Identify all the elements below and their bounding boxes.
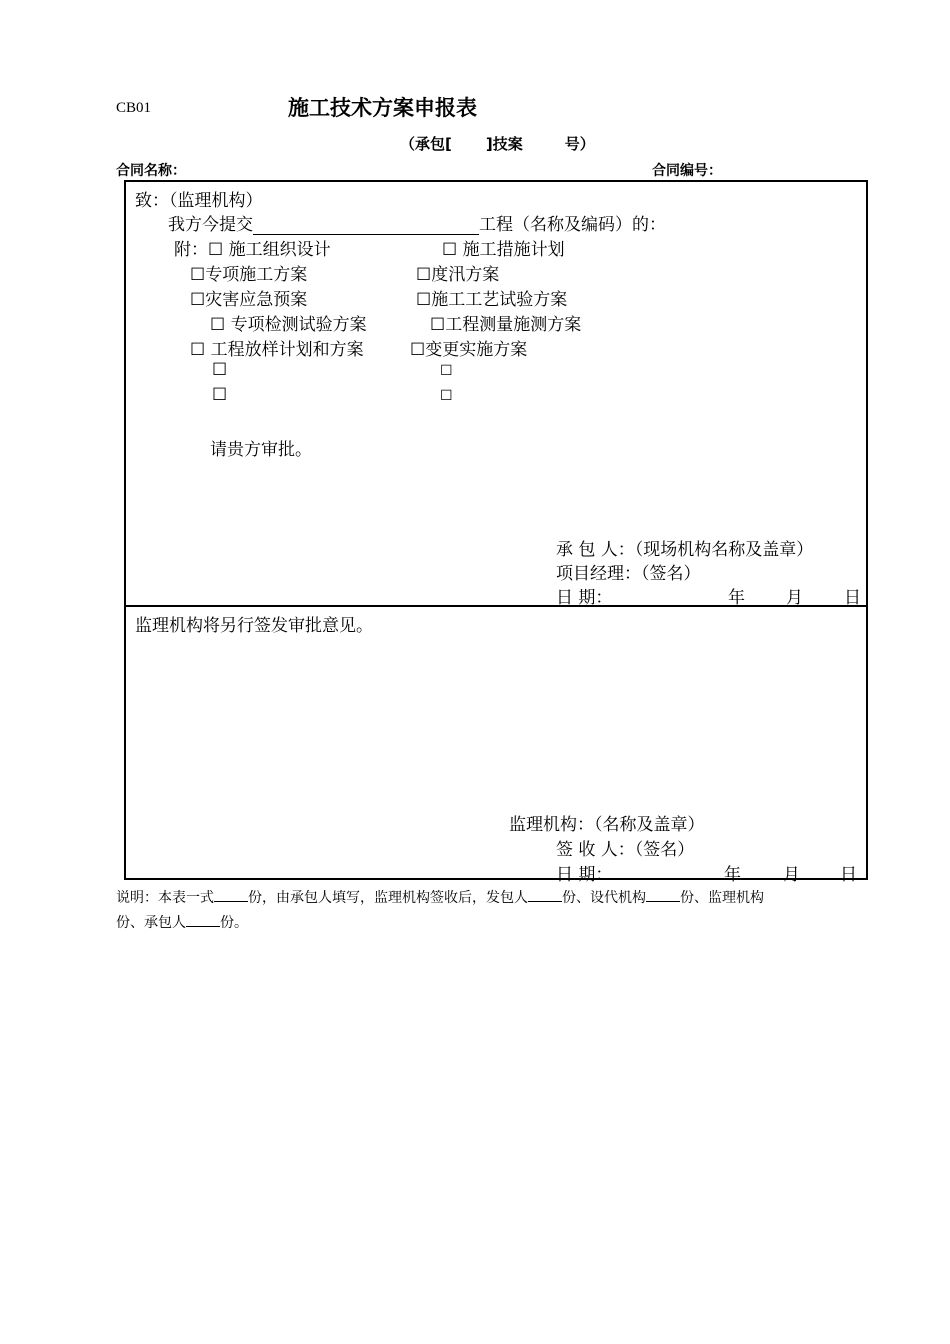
checkbox-flood-plan[interactable]: ☐	[416, 265, 432, 285]
attach-row-5b	[410, 335, 527, 360]
attach-row-3	[190, 285, 307, 310]
attach-row-2b	[416, 260, 499, 285]
option-process-test-plan: 施工工艺试验方案	[431, 290, 568, 310]
copies-blank	[646, 887, 680, 902]
upper-date-year: 年	[728, 588, 745, 608]
checkbox-process-test-plan[interactable]: ☐	[416, 290, 432, 310]
note-part-6: 份。	[220, 915, 248, 931]
footnote-line-2	[116, 912, 248, 932]
attach-row-2	[190, 260, 307, 285]
option-survey-plan: 工程测量施测方案	[445, 315, 582, 335]
contract-name-label: 合同名称：	[116, 163, 186, 179]
checkbox-organization-design[interactable]: ☐	[208, 240, 224, 260]
upper-date-day: 日	[844, 588, 861, 608]
page-title: 施工技术方案申报表	[288, 96, 477, 120]
checkbox-blank-4[interactable]: ☐	[440, 388, 453, 404]
supervision-org-label: 监理机构：（名称及盖章）	[509, 815, 705, 835]
review-opinion: 监理机构将另行签发审批意见。	[135, 616, 373, 636]
checkbox-emergency-plan[interactable]: ☐	[190, 290, 206, 310]
option-change-plan: 变更实施方案	[425, 340, 528, 360]
checkbox-layout-plan[interactable]: ☐	[190, 340, 206, 360]
footnote-line-1	[116, 887, 764, 907]
form-number	[400, 133, 595, 154]
checkbox-blank-2[interactable]: ☐	[440, 363, 453, 379]
form-frame	[124, 180, 868, 885]
attach-row-4b	[430, 310, 581, 335]
contractor-label: 承 包 人：（现场机构名称及盖章）	[556, 540, 814, 560]
project-name-blank[interactable]	[253, 216, 479, 235]
lower-date-day: 日	[840, 865, 857, 885]
lower-date-year: 年	[724, 865, 741, 885]
attach-row-1	[174, 235, 331, 260]
note-part-3: 份、设代机构	[562, 890, 646, 906]
copies-blank	[186, 912, 220, 927]
option-layout-plan: 工程放样计划和方案	[210, 340, 364, 360]
checkbox-survey-plan[interactable]: ☐	[430, 315, 446, 335]
form-number-suffix: 号）	[564, 135, 595, 153]
note-part-1: 说明：本表一式	[116, 890, 214, 906]
note-part-4: 份、监理机构	[680, 890, 764, 906]
copies-blank	[214, 887, 248, 902]
lower-date-month: 月	[783, 865, 800, 885]
option-special-plan: 专项施工方案	[205, 265, 308, 285]
project-manager-label: 项目经理：（签名）	[556, 564, 701, 584]
checkbox-inspection-test-plan[interactable]: ☐	[210, 315, 226, 335]
form-number-prefix: （承包[	[400, 135, 452, 153]
attach-row-1b	[442, 235, 565, 260]
contract-no-label: 合同编号：	[652, 163, 722, 179]
recipient-line: 致：（监理机构）	[135, 191, 263, 211]
option-inspection-test-plan: 专项检测试验方案	[230, 315, 367, 335]
attach-row-3b	[416, 285, 567, 310]
option-organization-design: 施工组织设计	[228, 240, 331, 260]
submit-prefix: 我方今提交	[168, 215, 253, 235]
lower-date-label: 日 期：	[556, 865, 613, 885]
section-divider	[126, 605, 866, 607]
option-flood-plan: 度汛方案	[431, 265, 500, 285]
receiver-label: 签 收 人：（签名）	[556, 840, 695, 860]
copies-blank	[528, 887, 562, 902]
checkbox-blank-3[interactable]: ☐	[212, 385, 228, 405]
approval-request: 请贵方审批。	[210, 440, 312, 460]
note-part-5: 份、承包人	[116, 915, 186, 931]
checkbox-blank-1[interactable]: ☐	[212, 360, 228, 380]
note-part-2: 份，由承包人填写，监理机构签收后，发包人	[248, 890, 528, 906]
attach-label: 附：	[174, 240, 208, 260]
checkbox-change-plan[interactable]: ☐	[410, 340, 426, 360]
form-code: CB01	[116, 100, 152, 116]
option-measures-plan: 施工措施计划	[462, 240, 565, 260]
checkbox-measures-plan[interactable]: ☐	[442, 240, 458, 260]
checkbox-special-plan[interactable]: ☐	[190, 265, 206, 285]
option-emergency-plan: 灾害应急预案	[205, 290, 308, 310]
submit-line	[168, 210, 666, 235]
attach-row-5	[190, 335, 364, 360]
upper-date-month: 月	[786, 588, 803, 608]
submit-suffix: 工程（名称及编码）的：	[479, 215, 666, 235]
form-number-type: ]技案	[485, 135, 523, 153]
upper-date-label: 日 期：	[556, 588, 613, 608]
attach-row-4	[210, 310, 367, 335]
